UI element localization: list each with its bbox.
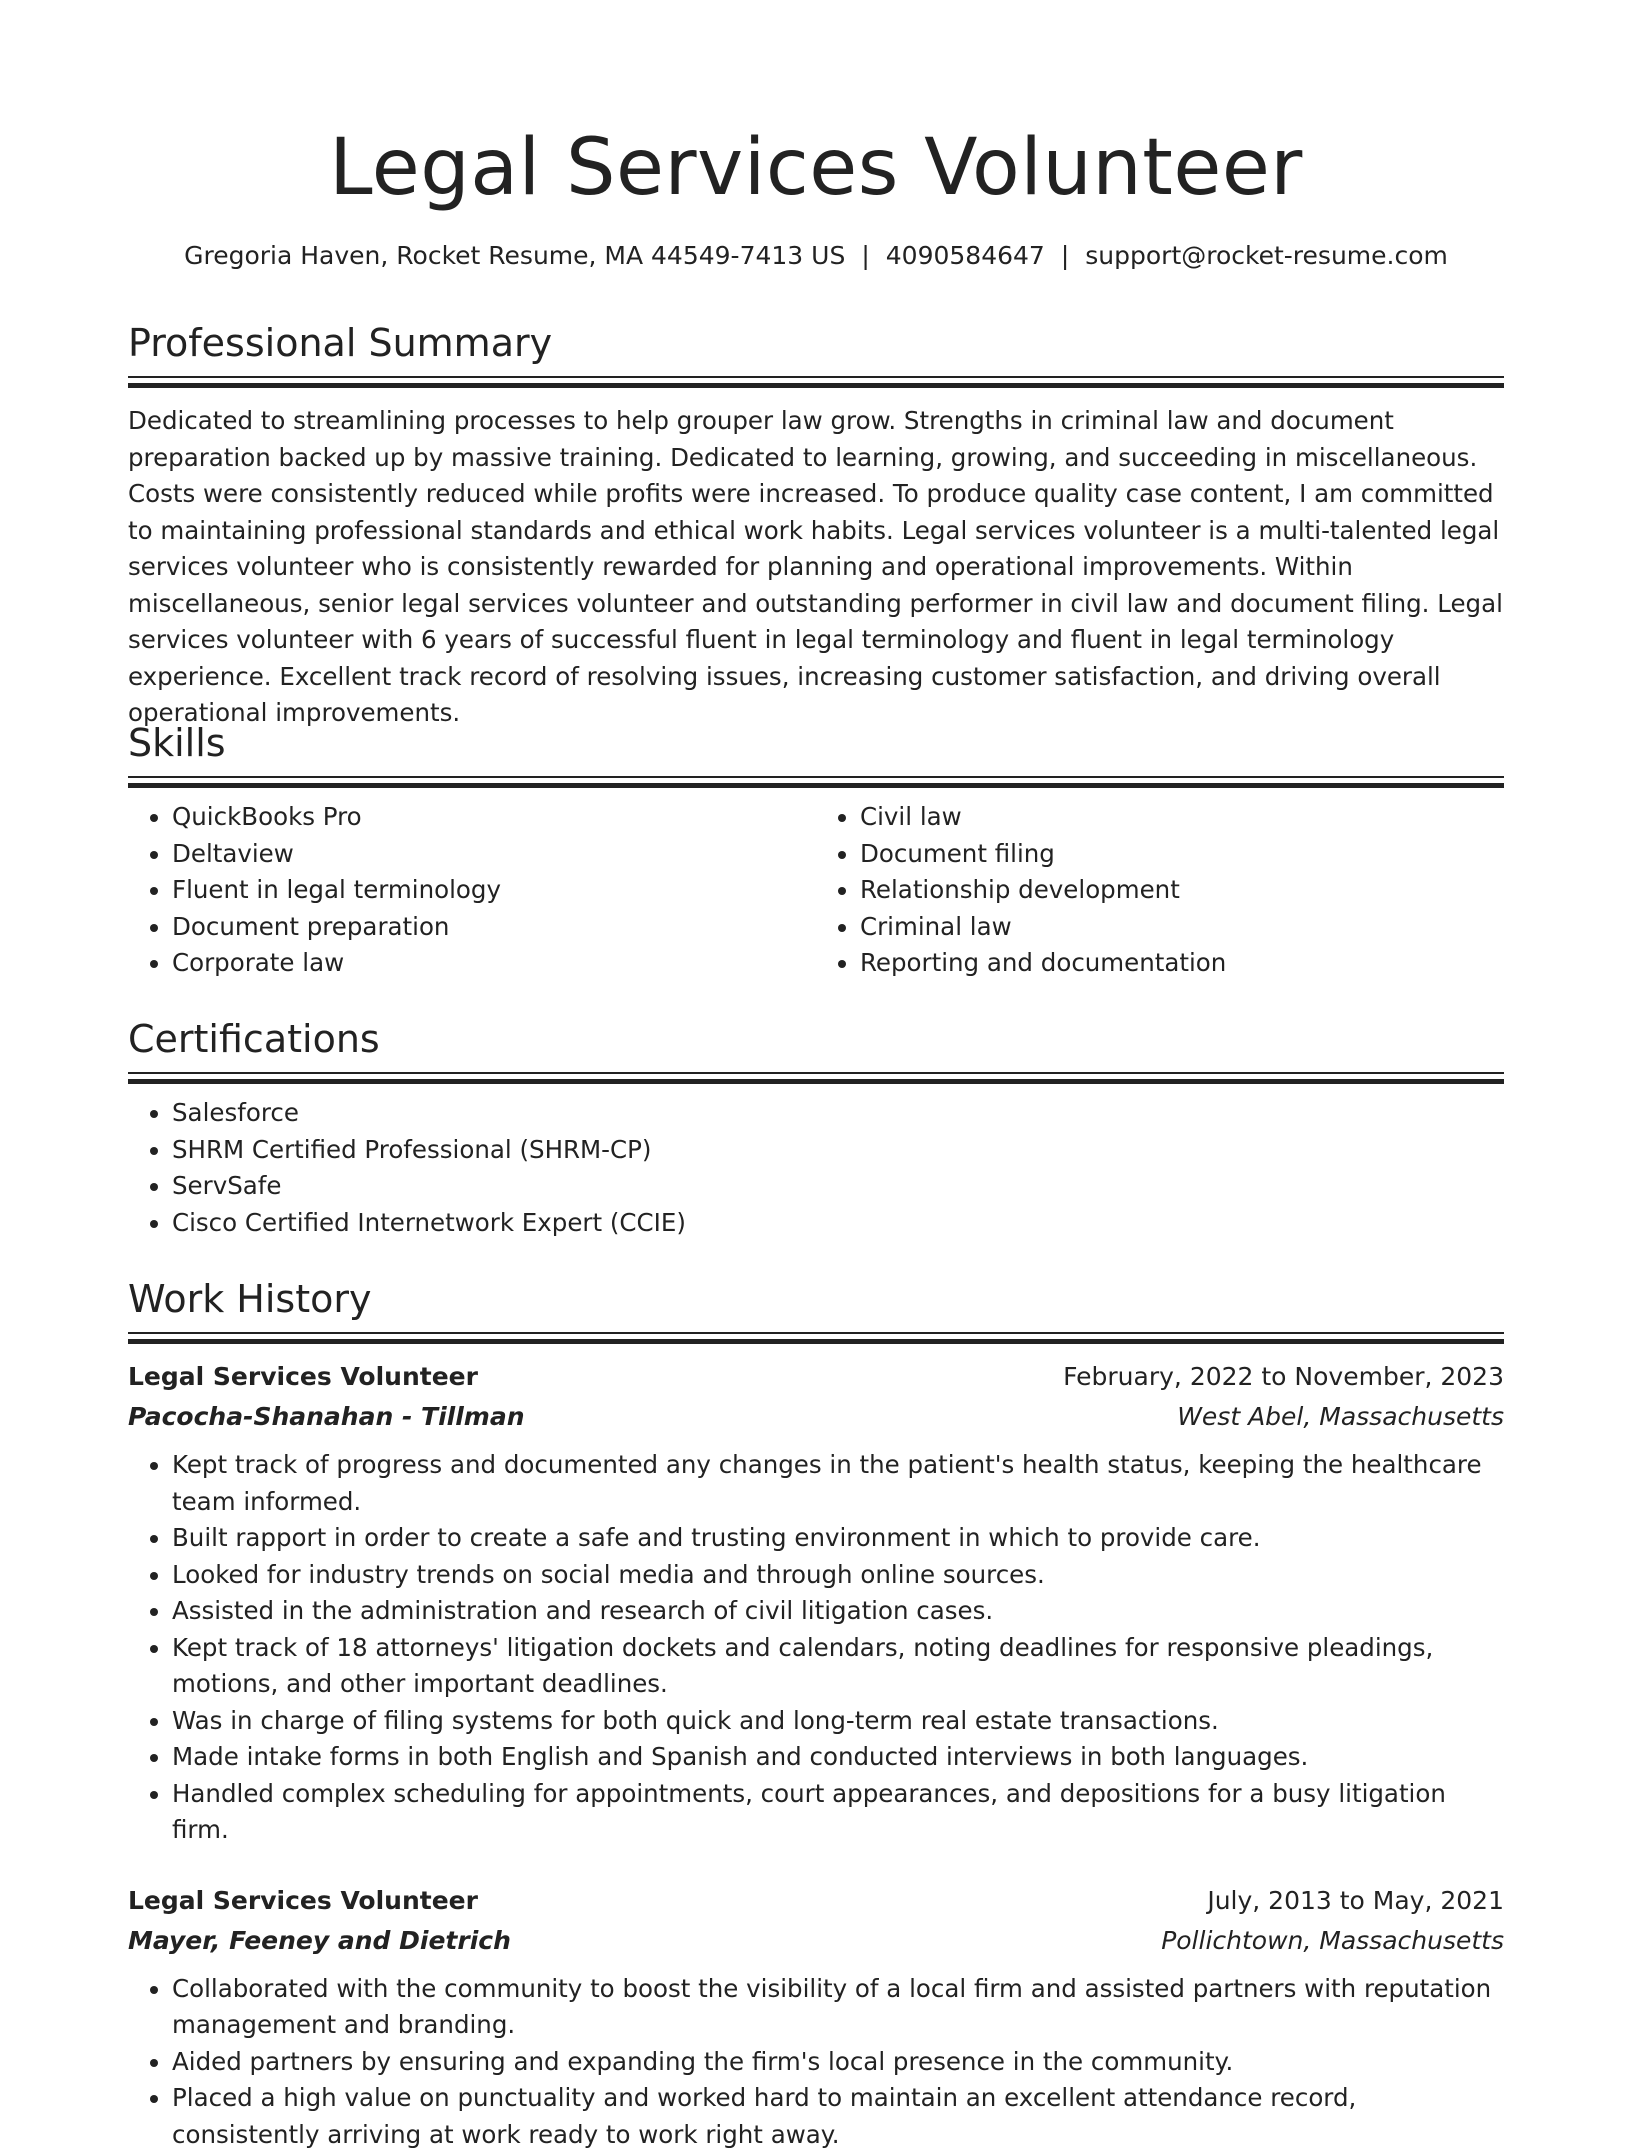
job-title: Legal Services Volunteer	[128, 1357, 478, 1397]
job-bullet: • Built rapport in order to create a safe and trusting environment in which to provide care.	[172, 1520, 1504, 1557]
job-bullets	[128, 1447, 1504, 1849]
job-entry	[128, 1881, 1504, 2153]
job-bullet: • Made intake forms in both English and Spanish and conducted interviews in both languages.	[172, 1739, 1504, 1776]
job-company: Pacocha-Shanahan - Tillman	[128, 1397, 525, 1437]
job-subheader	[128, 1921, 1504, 1961]
skill-item: • QuickBooks Pro	[172, 799, 816, 836]
job-bullet: • Assisted in the administration and research of civil litigation cases.	[172, 1593, 1504, 1630]
contact-line	[0, 236, 1632, 276]
section-heading: Professional Summary	[128, 318, 1504, 368]
skills-list-right	[816, 799, 1504, 982]
job-header	[128, 1881, 1504, 1921]
work-history-section	[128, 1274, 1504, 2153]
skill-item: • Document filing	[860, 836, 1504, 873]
skill-item: • Civil law	[860, 799, 1504, 836]
job-bullet: • Looked for industry trends on social media and through online sources.	[172, 1557, 1504, 1594]
contact-address: Gregoria Haven, Rocket Resume, MA 44549-7413 US	[184, 241, 845, 270]
job-bullet: • Kept track of progress and documented any changes in the patient's health status, keeping the healthcare team informed.	[172, 1447, 1504, 1520]
job-bullet: • Kept track of 18 attorneys' litigation dockets and calendars, noting deadlines for responsive pleadings, motions, and other important deadlines.	[172, 1630, 1504, 1703]
certification-item: • ServSafe	[172, 1168, 1504, 1205]
certifications-list	[128, 1095, 1504, 1241]
skill-item: • Fluent in legal terminology	[172, 872, 816, 909]
section-heading: Certifications	[128, 1014, 1504, 1064]
skills-list-left	[128, 799, 816, 982]
job-location: Pollichtown, Massachusetts	[1161, 1921, 1504, 1961]
job-title: Legal Services Volunteer	[128, 1881, 478, 1921]
skill-item: • Relationship development	[860, 872, 1504, 909]
skill-item: • Deltaview	[172, 836, 816, 873]
contact-separator: |	[861, 241, 869, 270]
job-bullets	[128, 1971, 1504, 2153]
job-bullet: • Aided partners by ensuring and expanding the firm's local presence in the community.	[172, 2044, 1504, 2081]
section-divider	[128, 776, 1504, 789]
job-company: Mayer, Feeney and Dietrich	[128, 1921, 511, 1961]
certification-item: • SHRM Certified Professional (SHRM-CP)	[172, 1132, 1504, 1169]
job-dates: July, 2013 to May, 2021	[1207, 1881, 1504, 1921]
job-dates: February, 2022 to November, 2023	[1063, 1357, 1504, 1397]
job-entry	[128, 1357, 1504, 1849]
job-subheader	[128, 1397, 1504, 1437]
section-divider	[128, 1072, 1504, 1085]
skill-item: • Reporting and documentation	[860, 945, 1504, 982]
resume-title: Legal Services Volunteer	[0, 118, 1632, 218]
job-bullet: • Handled complex scheduling for appointments, court appearances, and depositions for a busy litigation firm.	[172, 1776, 1504, 1849]
skills-section	[128, 718, 1504, 982]
contact-email: support@rocket-resume.com	[1085, 241, 1448, 270]
job-location: West Abel, Massachusetts	[1177, 1397, 1504, 1437]
section-divider	[128, 1332, 1504, 1345]
certification-item: • Salesforce	[172, 1095, 1504, 1132]
section-heading: Work History	[128, 1274, 1504, 1324]
job-header	[128, 1357, 1504, 1397]
section-divider	[128, 376, 1504, 389]
contact-phone: 4090584647	[886, 241, 1045, 270]
skill-item: • Criminal law	[860, 909, 1504, 946]
contact-separator: |	[1061, 241, 1069, 270]
summary-section	[128, 318, 1504, 732]
job-bullet: • Collaborated with the community to boost the visibility of a local firm and assisted partners with reputation management and branding.	[172, 1971, 1504, 2044]
certifications-section	[128, 1014, 1504, 1241]
skills-columns	[128, 799, 1504, 982]
certification-item: • Cisco Certified Internetwork Expert (CCIE)	[172, 1205, 1504, 1242]
job-bullet: • Placed a high value on punctuality and worked hard to maintain an excellent attendance record, consistently arriving at work ready to work right away.	[172, 2080, 1504, 2153]
skill-item: • Corporate law	[172, 945, 816, 982]
job-bullet: • Was in charge of filing systems for both quick and long-term real estate transactions.	[172, 1703, 1504, 1740]
summary-text: Dedicated to streamlining processes to help grouper law grow. Strengths in criminal law and document preparation backed up by massive training. Dedicated to learning, growing, and succeeding in miscellaneous. Costs were consistently reduced while profits were increased. To produce quality case content, I am committed to maintaining professional standards and ethical work habits. Legal services volunteer is a multi-talented legal services volunteer who is consistently rewarded for planning and operational improvements. Within miscellaneous, senior legal services volunteer and outstanding performer in civil law and document filing. Legal services volunteer with 6 years of successful fluent in legal terminology and fluent in legal terminology experience. Excellent track record of resolving issues, increasing customer satisfaction, and driving overall operational improvements.	[128, 403, 1504, 732]
skill-item: • Document preparation	[172, 909, 816, 946]
section-heading: Skills	[128, 718, 1504, 768]
